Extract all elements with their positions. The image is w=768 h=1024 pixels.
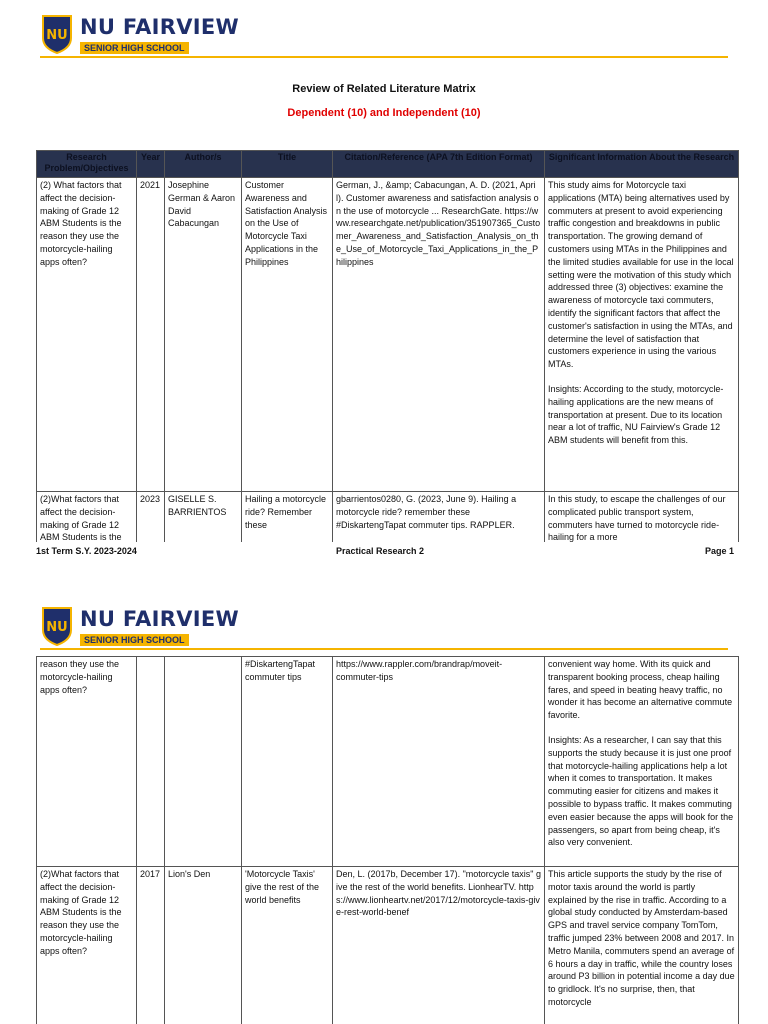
school-subtitle: SENIOR HIGH SCHOOL [80,42,189,54]
cell-year: 2021 [137,178,165,492]
cell-year: 2017 [137,867,165,1024]
page-2 [0,592,768,1024]
footer-term: 1st Term S.Y. 2023-2024 [36,546,137,556]
header-divider [40,56,728,58]
svg-text:NU: NU [46,28,68,43]
table-row [37,178,739,492]
cell-title: Customer Awareness and Satisfaction Analysis on the Use of Motorcycle Taxi Applications in the Philippines [242,178,333,492]
footer-course: Practical Research 2 [336,546,425,556]
cell-authors [165,657,242,867]
school-logo-icon [40,14,74,54]
rrl-matrix-table [36,150,739,542]
cell-citation: https://www.rappler.com/brandrap/moveit-commuter-tips [333,657,545,867]
footer-page-number: Page 1 [704,546,734,556]
cell-citation: German, J., &amp; Cabacungan, A. D. (2021, April). Customer awareness and satisfaction analysis on the use of motorcycle ... ResearchGate. https://www.researchgate.net/publication/351907365_Customer_Awareness_and_Satisfaction_Analysis_on_the_Use_of_Motorcycle_Taxi_Applications_in_the_Philippines [333,178,545,492]
cell-authors: Josephine German & Aaron David Cabacungan [165,178,242,492]
school-name: NU FAIRVIEW [80,15,239,39]
cell-citation: gbarrientos0280, G. (2023, June 9). Hailing a motorcycle ride? remember these #DiskartengTapat commuter tips. RAPPLER. [333,492,545,543]
school-subtitle: SENIOR HIGH SCHOOL [80,634,189,646]
cell-title: 'Motorcycle Taxis' give the rest of the world benefits [242,867,333,1024]
table-header-row [37,151,739,178]
school-logo-icon [40,606,74,646]
cell-year: 2023 [137,492,165,543]
rrl-matrix-table-continued [36,656,739,1024]
header-divider [40,648,728,650]
column-header: Citation/Reference (APA 7th Edition Format) [333,151,545,178]
cell-info: In this study, to escape the challenges of our complicated public transport system, commuters have turned to motorcycle ride-hailing for a more [545,492,739,543]
cell-authors: Lion's Den [165,867,242,1024]
column-header: Research Problem/Objectives [37,151,137,178]
cell-info [545,657,739,867]
info-text: convenient way home. With its quick and transparent booking process, cheap hailing fares, and speed in beating heavy traffic, no wonder it has become an alternative commute favorite. [548,659,733,721]
cell-title: Hailing a motorcycle ride? Remember these [242,492,333,543]
column-header: Title [242,151,333,178]
document-title: Review of Related Literature Matrix [292,83,476,95]
info-text: This study aims for Motorcycle taxi applications (MTA) being alternatives used by commuters at present to avoid experiencing traffic congestion and breakdowns in public transportation. The growing demand of customers using MTAs in the Philippines and the limited studies available for use in the local setting were the motivation of this study which addressed three (3) objectives: examine the awareness of motorcycle taxi commuters, identify the significant factors that affect the customer's satisfaction in using the MTAs, and determine the level of satisfaction that customers experience in using the various MTAs. [548,180,734,370]
cell-problem: (2)What factors that affect the decision-making of Grade 12 ABM Students is the reason they use the motorcycle-hailing apps often? [37,867,137,1024]
page-gap [0,570,768,592]
cell-problem: (2)What factors that affect the decision-making of Grade 12 ABM Students is the [37,492,137,543]
cell-problem: reason they use the motorcycle-hailing apps often? [37,657,137,867]
cell-problem: (2) What factors that affect the decision-making of Grade 12 ABM Students is the reason they use the motorcycle-hailing apps often? [37,178,137,492]
document-subtitle: Dependent (10) and Independent (10) [287,107,481,119]
cell-info: This article supports the study by the rise of motor taxis around the world is partly explained by the rise in traffic. According to a global study conducted by Amsterdam-based GPS and travel service company TomTom, traffic jumped 23% between 2008 and 2017. In Metro Manila, commuters spend an average of 6 hours a day in traffic, while the country loses around P3 billion in potential income a day due to gridlock. It's no surprise, then, that motorcycle [545,867,739,1024]
cell-year [137,657,165,867]
cell-authors: GISELLE S. BARRIENTOS [165,492,242,543]
cell-title: #DiskartengTapat commuter tips [242,657,333,867]
column-header: Author/s [165,151,242,178]
svg-text:NU: NU [46,620,68,635]
column-header: Year [137,151,165,178]
table-row [37,867,739,1024]
column-header: Significant Information About the Research [545,151,739,178]
table-row [37,492,739,543]
cell-citation: Den, L. (2017b, December 17). "motorcycle taxis" give the rest of the world benefits. LionhearTV. https://www.lionheartv.net/2017/12/motorcycle-taxis-give-rest-world-benef [333,867,545,1024]
insights-text: Insights: As a researcher, I can say that this supports the study because it is just one proof that motorcycle-hailing applications help a lot when it comes to transportation. It makes commuting easier for citizens and makes it possible to bypass traffic. It makes commuting even easier because the apps will book for the passengers, so apart from being cheap, it's also very convenient. [548,734,734,848]
insights-text: Insights: According to the study, motorcycle-hailing applications are the new means of transportation at present. Due to its location near a lot of traffic, NU Fairview's Grade 12 ABM students will benefit from this. [548,383,724,446]
school-name: NU FAIRVIEW [80,607,239,631]
cell-info [545,178,739,492]
table-row [37,657,739,867]
